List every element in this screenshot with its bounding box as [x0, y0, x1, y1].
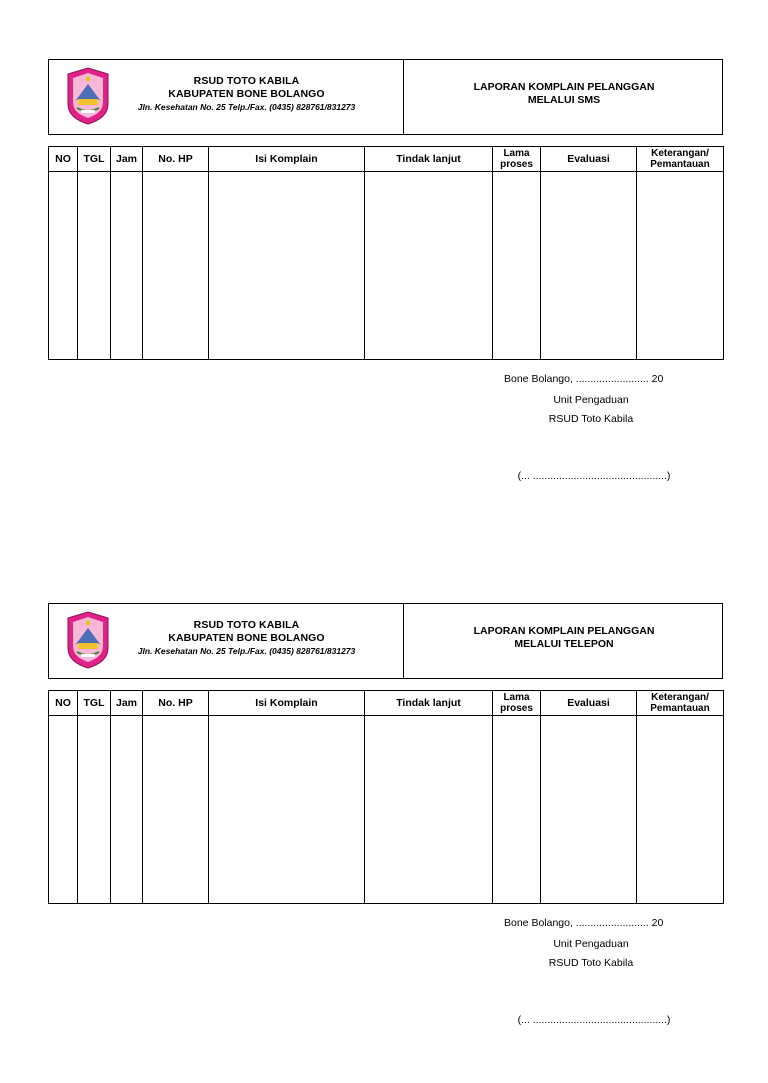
cell-keterangan[interactable] — [637, 716, 724, 904]
signature-name-blank: (... ..............................................) — [517, 1014, 671, 1026]
complaint-form-sms — [0, 59, 768, 539]
column-header-lama-proses: Lama proses — [493, 691, 541, 716]
column-header-no: NO — [49, 147, 78, 172]
column-header-no-hp: No. HP — [143, 147, 209, 172]
cell-no[interactable] — [49, 172, 78, 360]
signature-hospital: RSUD Toto Kabila — [548, 957, 634, 969]
signature-place-date: Bone Bolango, ......................... 20 — [504, 917, 664, 929]
cell-isi-komplain[interactable] — [209, 172, 365, 360]
org-address: Jln. Kesehatan No. 25 Telp./Fax. (0435) 828761/831273 — [137, 646, 356, 656]
column-header-evaluasi: Evaluasi — [541, 691, 637, 716]
table-row — [49, 172, 724, 360]
signature-unit: Unit Pengaduan — [553, 394, 629, 406]
organization-block — [119, 75, 374, 114]
column-header-keterangan: Keterangan/ Pemantauan — [637, 147, 724, 172]
org-address: Jln. Kesehatan No. 25 Telp./Fax. (0435) 828761/831273 — [137, 102, 356, 112]
table-header-row — [49, 147, 724, 172]
report-title — [404, 81, 724, 107]
cell-tindak-lanjut[interactable] — [365, 716, 493, 904]
cell-evaluasi[interactable] — [541, 172, 637, 360]
column-header-no-hp: No. HP — [143, 691, 209, 716]
column-header-jam: Jam — [111, 691, 143, 716]
signature-unit: Unit Pengaduan — [553, 938, 629, 950]
cell-tgl[interactable] — [78, 716, 111, 904]
column-header-tindak-lanjut: Tindak lanjut — [365, 691, 493, 716]
column-header-tindak-lanjut: Tindak lanjut — [365, 147, 493, 172]
complaint-form-telepon — [0, 603, 768, 1083]
column-header-isi-komplain: Isi Komplain — [209, 147, 365, 172]
cell-tindak-lanjut[interactable] — [365, 172, 493, 360]
column-header-evaluasi: Evaluasi — [541, 147, 637, 172]
column-header-lama-proses: Lama proses — [493, 147, 541, 172]
regency-emblem-icon — [65, 610, 111, 670]
regency-emblem-icon — [65, 66, 111, 126]
column-header-no: NO — [49, 691, 78, 716]
signature-hospital: RSUD Toto Kabila — [548, 413, 634, 425]
column-header-tgl: TGL — [78, 691, 111, 716]
organization-block — [119, 619, 374, 658]
cell-isi-komplain[interactable] — [209, 716, 365, 904]
cell-evaluasi[interactable] — [541, 716, 637, 904]
cell-no-hp[interactable] — [143, 172, 209, 360]
org-region: KABUPATEN BONE BOLANGO — [168, 632, 325, 644]
cell-no[interactable] — [49, 716, 78, 904]
cell-lama-proses[interactable] — [493, 716, 541, 904]
signature-place-date: Bone Bolango, ......................... 20 — [504, 373, 664, 385]
table-header-row — [49, 691, 724, 716]
report-title-line1: LAPORAN KOMPLAIN PELANGGAN — [473, 81, 655, 93]
column-header-jam: Jam — [111, 147, 143, 172]
cell-lama-proses[interactable] — [493, 172, 541, 360]
complaint-table — [48, 690, 724, 904]
org-name: RSUD TOTO KABILA — [193, 75, 300, 87]
form-header — [48, 59, 723, 135]
report-title — [404, 625, 724, 651]
table-row — [49, 716, 724, 904]
column-header-isi-komplain: Isi Komplain — [209, 691, 365, 716]
cell-jam[interactable] — [111, 172, 143, 360]
org-region: KABUPATEN BONE BOLANGO — [168, 88, 325, 100]
signature-name-blank: (... ..............................................) — [517, 470, 671, 482]
report-title-line1: LAPORAN KOMPLAIN PELANGGAN — [473, 625, 655, 637]
column-header-keterangan: Keterangan/ Pemantauan — [637, 691, 724, 716]
column-header-tgl: TGL — [78, 147, 111, 172]
form-header — [48, 603, 723, 679]
cell-jam[interactable] — [111, 716, 143, 904]
org-name: RSUD TOTO KABILA — [193, 619, 300, 631]
cell-no-hp[interactable] — [143, 716, 209, 904]
report-title-line2: MELALUI TELEPON — [514, 638, 614, 650]
cell-tgl[interactable] — [78, 172, 111, 360]
report-title-line2: MELALUI SMS — [527, 94, 601, 106]
complaint-table — [48, 146, 724, 360]
cell-keterangan[interactable] — [637, 172, 724, 360]
